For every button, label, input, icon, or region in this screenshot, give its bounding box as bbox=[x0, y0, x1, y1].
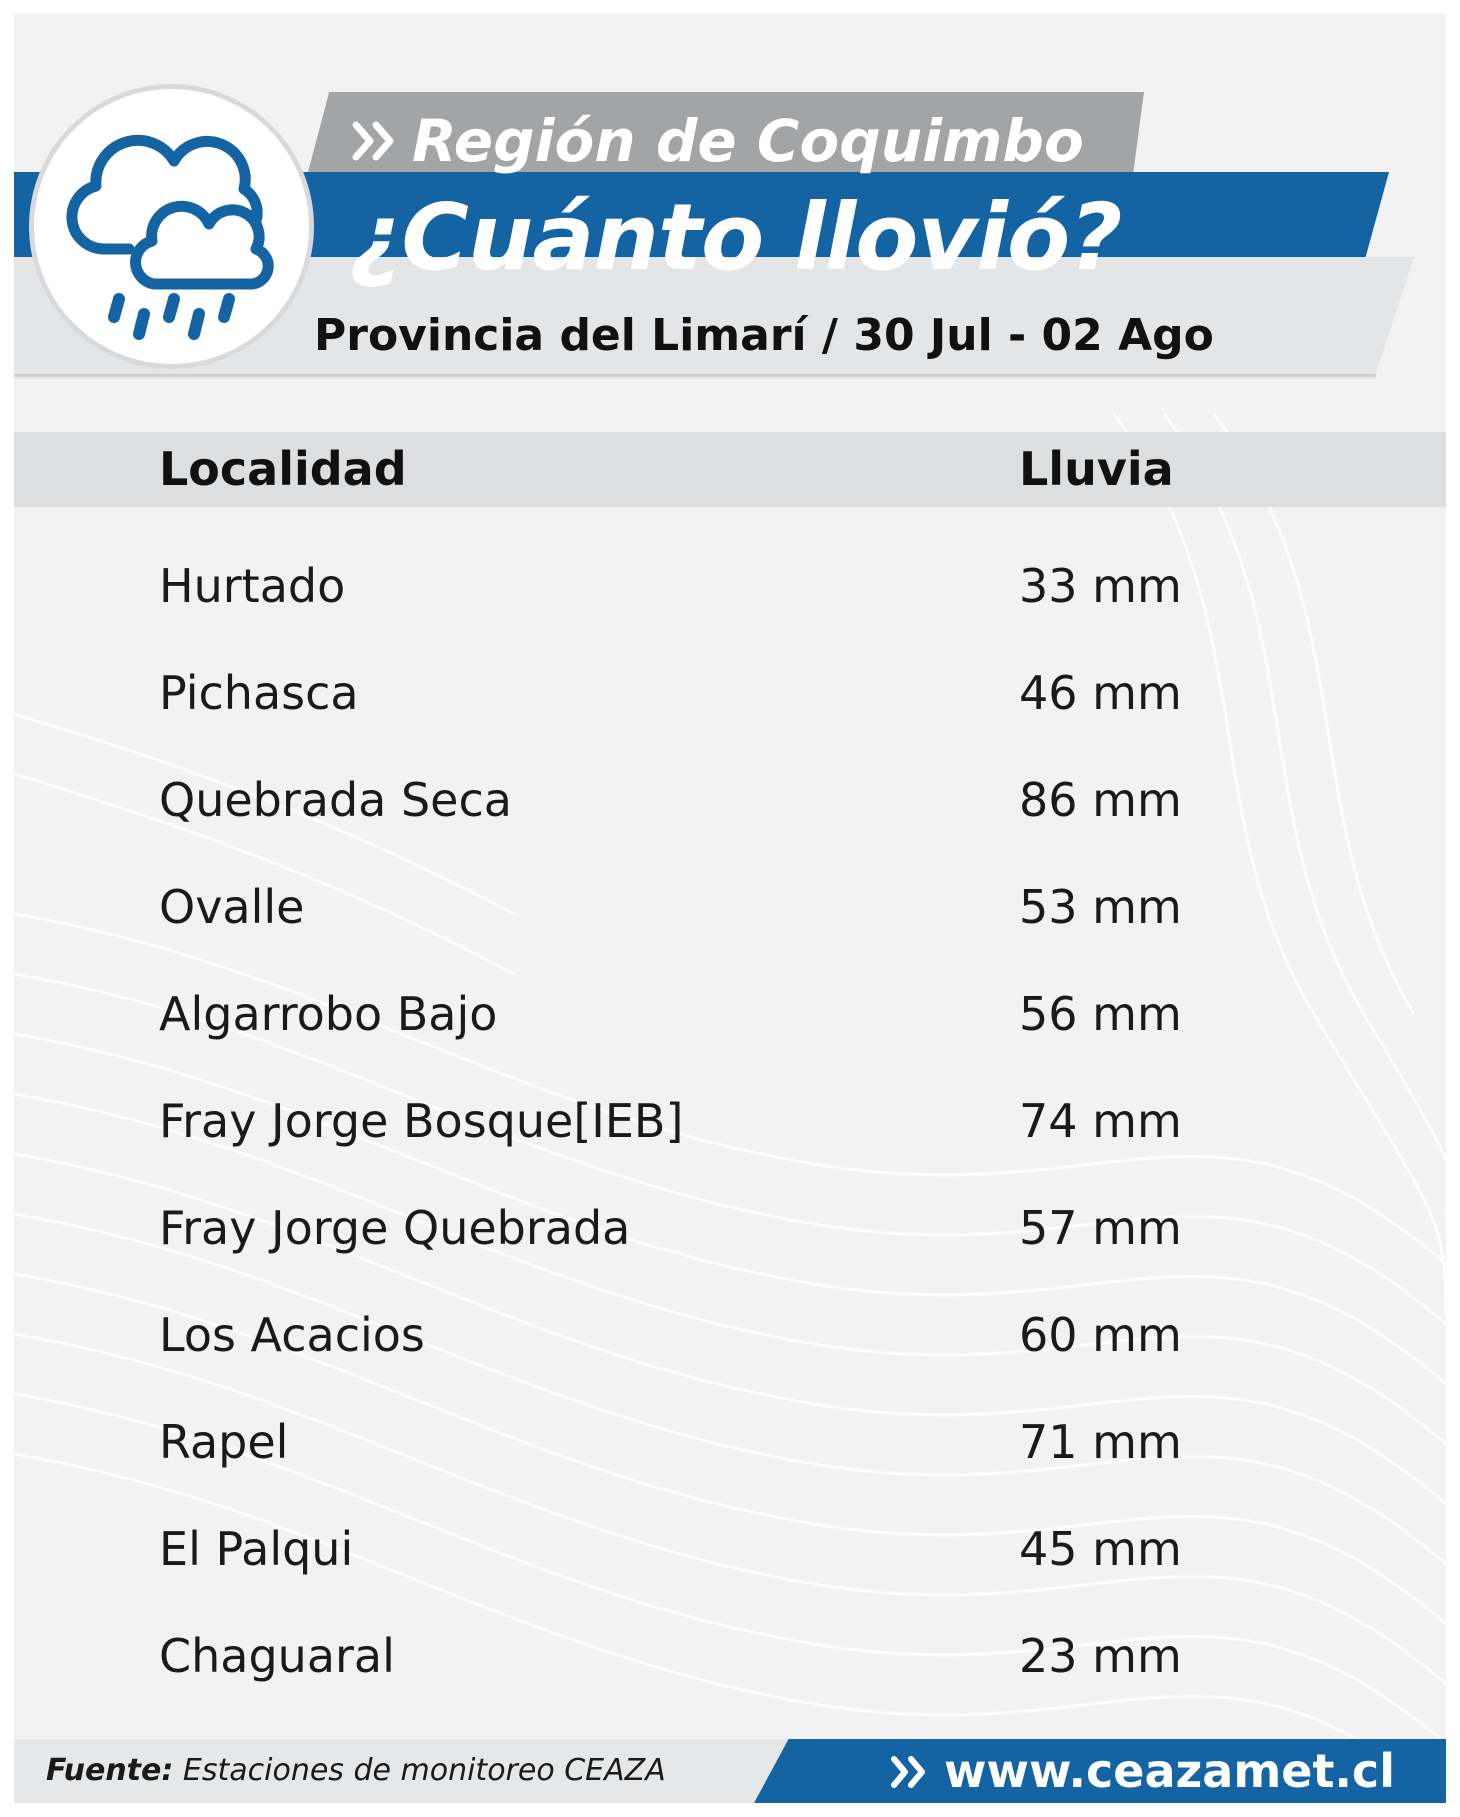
infographic-card bbox=[14, 14, 1446, 1803]
table-row bbox=[14, 1496, 1446, 1603]
row-localidad: Pichasca bbox=[159, 666, 359, 720]
row-localidad: Fray Jorge Quebrada bbox=[159, 1201, 631, 1255]
row-lluvia: 23 mm bbox=[1019, 1629, 1182, 1683]
region-name: Región de Coquimbo bbox=[412, 107, 1084, 175]
row-lluvia: 45 mm bbox=[1019, 1522, 1182, 1576]
row-localidad: Ovalle bbox=[159, 880, 305, 934]
table-row bbox=[14, 1603, 1446, 1710]
website-link[interactable]: www.ceazamet.cl bbox=[944, 1744, 1395, 1798]
row-lluvia: 56 mm bbox=[1019, 987, 1182, 1041]
table-row bbox=[14, 961, 1446, 1068]
row-lluvia: 33 mm bbox=[1019, 559, 1182, 613]
table-header bbox=[14, 432, 1446, 507]
column-header-localidad: Localidad bbox=[159, 442, 407, 496]
double-chevron-right-icon bbox=[890, 1755, 932, 1789]
table-row bbox=[14, 533, 1446, 640]
double-chevron-right-icon bbox=[352, 121, 402, 161]
row-localidad: Hurtado bbox=[159, 559, 346, 613]
row-localidad: Chaguaral bbox=[159, 1629, 395, 1683]
rain-cloud-icon bbox=[34, 89, 309, 364]
row-localidad: El Palqui bbox=[159, 1522, 354, 1576]
table-body bbox=[14, 533, 1446, 1710]
row-lluvia: 74 mm bbox=[1019, 1094, 1182, 1148]
row-lluvia: 71 mm bbox=[1019, 1415, 1182, 1469]
row-lluvia: 86 mm bbox=[1019, 773, 1182, 827]
source-label: Fuente: bbox=[46, 1753, 174, 1788]
row-localidad: Fray Jorge Bosque[IEB] bbox=[159, 1094, 684, 1148]
table-row bbox=[14, 1068, 1446, 1175]
row-lluvia: 57 mm bbox=[1019, 1201, 1182, 1255]
row-localidad: Algarrobo Bajo bbox=[159, 987, 498, 1041]
rain-cloud-badge bbox=[34, 89, 309, 364]
footer-source bbox=[46, 1739, 666, 1803]
row-localidad: Rapel bbox=[159, 1415, 289, 1469]
page-subtitle: Provincia del Limarí / 30 Jul - 02 Ago bbox=[314, 310, 1214, 361]
table-row bbox=[14, 854, 1446, 961]
table-row bbox=[14, 1389, 1446, 1496]
row-lluvia: 46 mm bbox=[1019, 666, 1182, 720]
page-title: ¿Cuánto llovió? bbox=[349, 184, 1122, 291]
row-lluvia: 60 mm bbox=[1019, 1308, 1182, 1362]
row-localidad: Quebrada Seca bbox=[159, 773, 512, 827]
row-localidad: Los Acacios bbox=[159, 1308, 425, 1362]
column-header-lluvia: Lluvia bbox=[1019, 442, 1174, 496]
table-row bbox=[14, 640, 1446, 747]
table-row bbox=[14, 1282, 1446, 1389]
subtitle-shadow bbox=[14, 374, 1376, 380]
row-lluvia: 53 mm bbox=[1019, 880, 1182, 934]
table-row bbox=[14, 1175, 1446, 1282]
table-row bbox=[14, 747, 1446, 854]
source-text: Estaciones de monitoreo CEAZA bbox=[182, 1753, 666, 1788]
